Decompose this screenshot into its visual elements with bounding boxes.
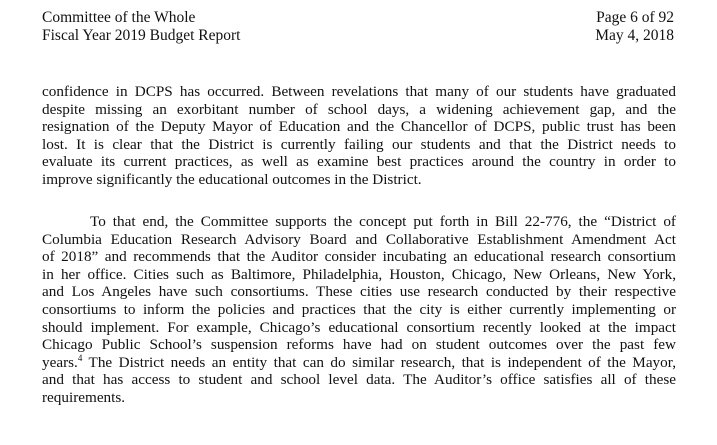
header-date: May 4, 2018 <box>595 27 674 44</box>
paragraph-line: Columbia Education Research Advisory Board and Collaborative Establishment Amendment Act <box>42 230 676 248</box>
paragraph-line: in her office. Cities such as Baltimore, Philadelphia, Houston, Chicago, New Orleans, New York, <box>42 265 676 283</box>
paragraph-line: To that end, the Committee supports the concept put forth in Bill 22-776, the “District of <box>90 213 676 230</box>
paragraph-line: resignation of the Deputy Mayor of Education and the Chancellor of DCPS, public trust has been <box>42 118 676 136</box>
paragraph-line: and Los Angeles have such consortiums. These cities use research conducted by their respective <box>42 283 676 301</box>
paragraph-line: lost. It is clear that the District is currently failing our students and that the District needs to <box>42 135 676 153</box>
header-right <box>595 9 674 45</box>
paragraph-line: confidence in DCPS has occurred. Between revelations that many of our students have graduated <box>42 83 676 100</box>
footnote-lead-text: years. <box>42 353 78 371</box>
header-report-title: Fiscal Year 2019 Budget Report <box>42 27 241 44</box>
paragraph-line: evaluate its current practices, as well as examine best practices around the country in order to <box>42 153 676 171</box>
paragraph-line-with-footnote <box>42 354 676 372</box>
paragraph-line: consortiums to inform the policies and practices that the city is either currently implementing or <box>42 300 676 318</box>
header-left <box>42 9 240 45</box>
paragraph-line: of 2018” and recommends that the Auditor consider incubating an educational research consortium <box>42 248 676 266</box>
footnote-trail-text: The District needs an entity that can do similar research, that is independent of the Mayor, <box>82 353 676 371</box>
paragraph-1 <box>42 83 676 189</box>
paragraph-line: Chicago Public School’s suspension reforms have had on student outcomes over the past few <box>42 336 676 354</box>
paragraph-line: despite missing an exorbitant number of school days, a widening achievement gap, and the <box>42 100 676 118</box>
header-committee-name: Committee of the Whole <box>42 9 196 26</box>
paragraph-line: improve significantly the educational outcomes in the District. <box>42 170 422 188</box>
paragraph-line: and that has access to student and school level data. The Auditor’s office satisfies all of these <box>42 371 676 389</box>
header-page-number: Page 6 of 92 <box>596 9 674 26</box>
paragraph-line: requirements. <box>42 388 126 406</box>
footnote-marker[interactable]: 4 <box>77 352 83 363</box>
paragraph-line: should implement. For example, Chicago’s educational consortium recently looked at the impact <box>42 318 676 336</box>
paragraph-2 <box>42 213 676 407</box>
